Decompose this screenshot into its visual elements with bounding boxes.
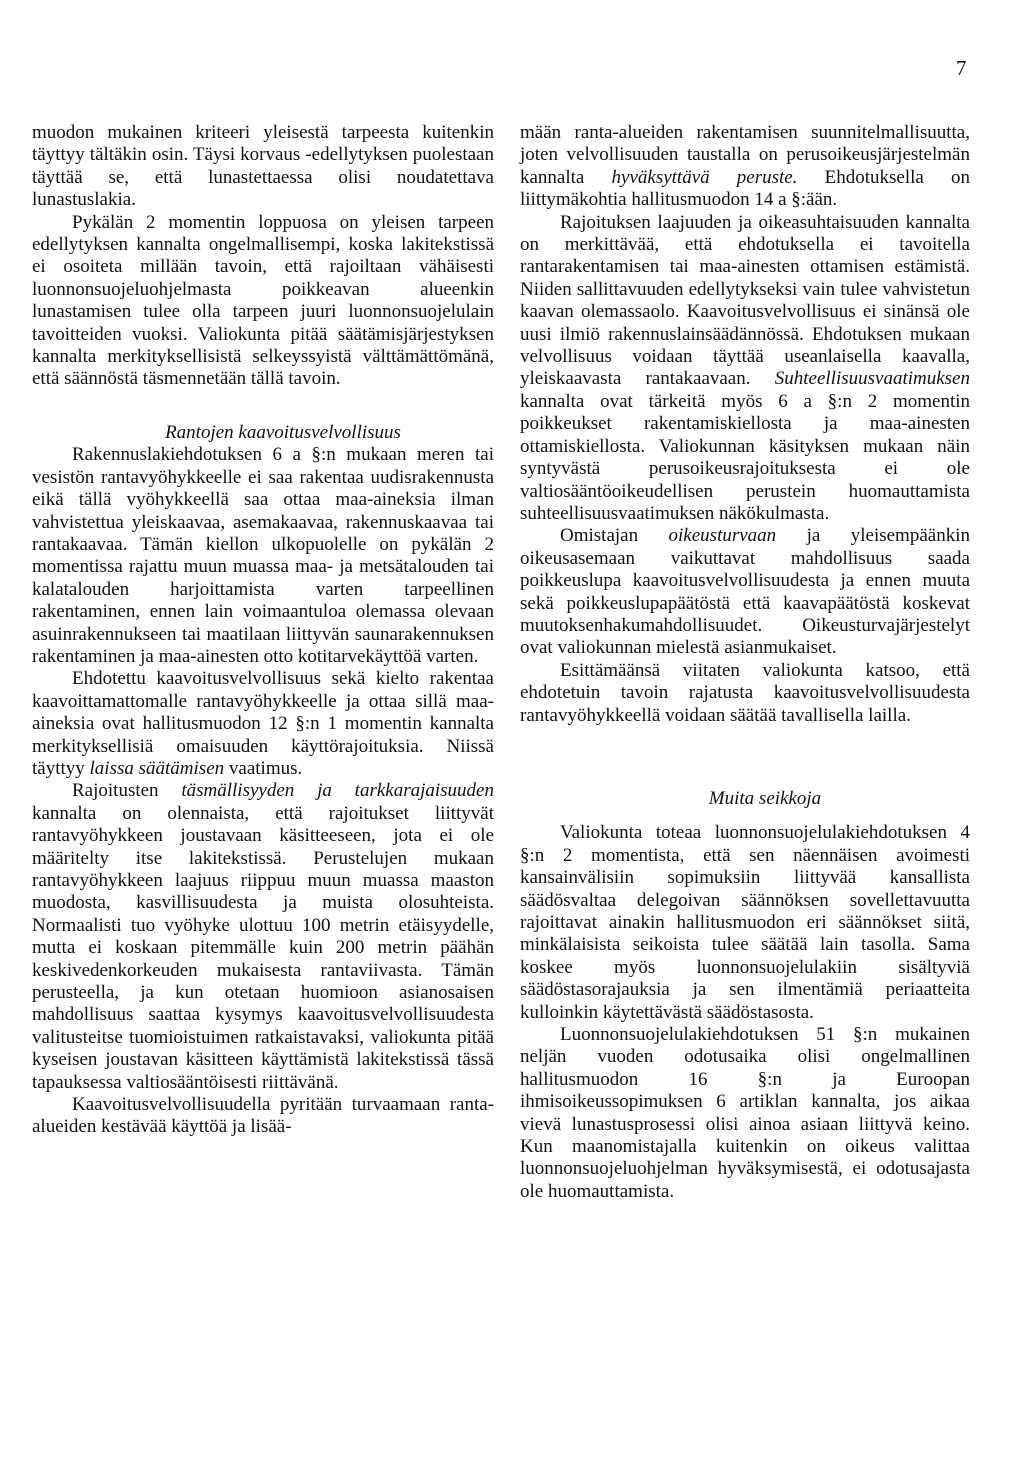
text-run: Rajoituksen laajuuden ja oikeasuhtaisuuden kannalta on merkittävää, että ehdotuksella ei tavoitella rantarakentamisen tai maa-ainesten ottamisen estämistä. Niiden sallittavuuden edellytykseksi vain tulee vahvistetun kaavan olemassaolo. Kaavoitusvelvollisuus ei sinänsä ole uusi ilmiö rakennuslainsäädännössä. Ehdotuksen mukaan velvollisuus voidaan täyttää useanlaisella kaavalla, yleiskaavasta rantakaavaan. <box>520 211 970 390</box>
paragraph: Valiokunta toteaa luonnonsuojelulakiehdotuksen 4 §:n 2 momentista, että sen näennäisen avoimesti kansainvälisiin sopimuksiin liittyvää kansallista säädösvaltaa delegoivan säännöksen sovellettavuutta rajoittavat ainakin hallitusmuodon eri säännökset siitä, minkälaisista seikoista tulee säätää lain tasolla. Sama koskee myös luonnonsuojelulakiin sisältyviä säädöstasorajauksia ja sen ilmentämiä periaatteita kulloinkin käytettävästä säädöstasosta. <box>520 822 970 1023</box>
text-run: kannalta ovat tärkeitä myös 6 a §:n 2 momentin poikkeukset rakentamiskiellosta ja maa-ainesten ottamiskiellosta. Valiokunnan käsityksen mukaan näin syntyvästä perusoikeusrajoituksesta ei ole valtiosääntöoikeudellisen perustein huomauttamista suhteellisuusvaatimuksen näkökulmasta. <box>520 390 970 524</box>
left-column <box>32 122 494 1139</box>
text-run: Rajoitusten <box>72 780 182 802</box>
emphasis: laissa säätämisen <box>89 757 225 779</box>
section-heading-muita-seikkoja: Muita seikkoja <box>708 787 822 809</box>
paragraph <box>32 668 494 780</box>
page-number: 7 <box>956 56 967 80</box>
text-run: kannalta on olennaista, että rajoitukset liittyvät rantavyöhykkeen joustavaan käsitteeseen, jota ei ole määritelty itse lakitekstissä. Perustelujen mukaan rantavyöhykkeen laajuus riippuu muun muassa maaston muodosta, kasvillisuudesta ja muista olosuhteista. Normaalisti tuo vyöhyke ulottuu 100 metrin etäisyydelle, mutta ei koskaan pitemmälle kuin 200 metrin päähän keskivedenkorkeuden mukaisesta rantaviivasta. Tämän perusteella, ja kun otetaan huomioon asianosaisen mahdollisuus saattaa kysymys kaavoitusvelvollisuudesta valitusteitse tuomioistuimen ratkaistavaksi, valiokunta pitää kyseisen joustavan käsitteen käyttämistä lakitekstissä tässä tapauksessa valtiosääntöisesti riittävänä. <box>32 802 494 1093</box>
right-column <box>520 122 970 1203</box>
paragraph <box>520 122 970 212</box>
text-run: Ehdotettu kaavoitusvelvollisuus sekä kielto rakentaa kaavoittamattomalle rantavyöhykkeelle ja ottaa sillä maa-aineksia ovat hallitusmuodon 12 §:n 1 momentin kannalta merkityksellisiä omaisuuden käyttörajoituksia. Niissä täyttyy <box>32 668 494 779</box>
paragraph: muodon mukainen kriteeri yleisestä tarpeesta kuitenkin täyttyy tältäkin osin. Täysi korvaus -edellytyksen puolestaan täyttää se, että lunastettaessa olisi noudatettava lunastuslakia. <box>32 122 494 211</box>
emphasis: täsmällisyyden ja tarkkarajaisuuden <box>181 780 494 802</box>
text-run: Ehdotuksella on liittymäkohtia hallitusmuodon 14 a §:ään. <box>520 166 970 211</box>
text-run: vaatimus. <box>224 757 303 779</box>
paragraph <box>520 212 970 526</box>
text-run: ja yleisempäänkin oikeusasemaan vaikuttavat mahdollisuus saada poikkeuslupa kaavoitusvelvollisuudesta ja ennen muuta sekä poikkeuslupapäätöstä että kaavapäätöstä koskevat muutoksenhakumahdollisuudet. Oikeusturvajärjestelyt ovat valiokunnan mielestä asianmukaiset. <box>520 525 970 659</box>
text-run: Omistajan <box>560 525 669 547</box>
paragraph: Rakennuslakiehdotuksen 6 a §:n mukaan meren tai vesistön rantavyöhykkeelle ei saa rakentaa uudisrakennusta eikä tällä vyöhykkeellä saa ottaa maa-aineksia ilman vahvistettua yleiskaavaa, asemakaavaa, rakennuskaavaa tai rantakaavaa. Tämän kiellon ulkopuolelle on pykälän 2 momentissa rajattu muun muassa maa- ja metsätalouden tai kalatalouden harjoittamista varten tarpeellinen rakentaminen, ennen lain voimaantuloa olemassa olevaan asuinrakennukseen tai maatilaan liittyvän saunarakennuksen rakentaminen ja maa-ainesten otto kotitarvekäyttöä varten. <box>32 444 494 667</box>
emphasis: hyväksyttävä peruste. <box>611 166 798 188</box>
emphasis: oikeusturvaan <box>668 525 777 547</box>
emphasis: Suhteellisuusvaatimuksen <box>774 368 970 390</box>
paragraph: Kaavoitusvelvollisuudella pyritään turvaamaan ranta-alueiden kestävää käyttöä ja lisää- <box>32 1094 494 1138</box>
paragraph <box>32 780 494 1094</box>
paragraph <box>520 525 970 659</box>
paragraph: Esittämäänsä viitaten valiokunta katsoo, että ehdotetuin tavoin rajatusta kaavoitusvelvollisuudesta rantavyöhykkeellä voidaan säätää tavallisella lailla. <box>520 659 970 726</box>
text-run: mään ranta-alueiden rakentamisen suunnitelmallisuutta, joten velvollisuuden taustalla on perusoikeusjärjestelmän kannalta <box>520 122 970 188</box>
paragraph: Pykälän 2 momentin loppuosa on yleisen tarpeen edellytyksen kannalta ongelmallisempi, koska lakitekstissä ei osoiteta millään tavoin, että rajoiltaan vähäisesti luonnonsuojeluohjelmasta poikkeavan alueenkin lunastamisen tulee olla tarpeen juuri luonnonsuojelulain tavoitteiden vuoksi. Valiokunta pitää säätämisjärjestyksen kannalta merkityksellisistä selkeyssyistä välttämättömänä, että säännöstä täsmennetään tällä tavoin. <box>32 211 494 390</box>
section-heading-rantojen-kaavoitusvelvollisuus: Rantojen kaavoitusvelvollisuus <box>165 421 401 443</box>
paragraph: Luonnonsuojelulakiehdotuksen 51 §:n mukainen neljän vuoden odotusaika olisi ongelmallinen hallitusmuodon 16 §:n ja Euroopan ihmisoikeussopimuksen 6 artiklan kannalta, jos aikaa vievä lunastusprosessi olisi ainoa asiaan liittyvä keino. Kun maanomistajalla kuitenkin on oikeus valittaa luonnonsuojeluohjelman hyväksymisestä, ei odotusajasta ole huomauttamista. <box>520 1024 970 1202</box>
